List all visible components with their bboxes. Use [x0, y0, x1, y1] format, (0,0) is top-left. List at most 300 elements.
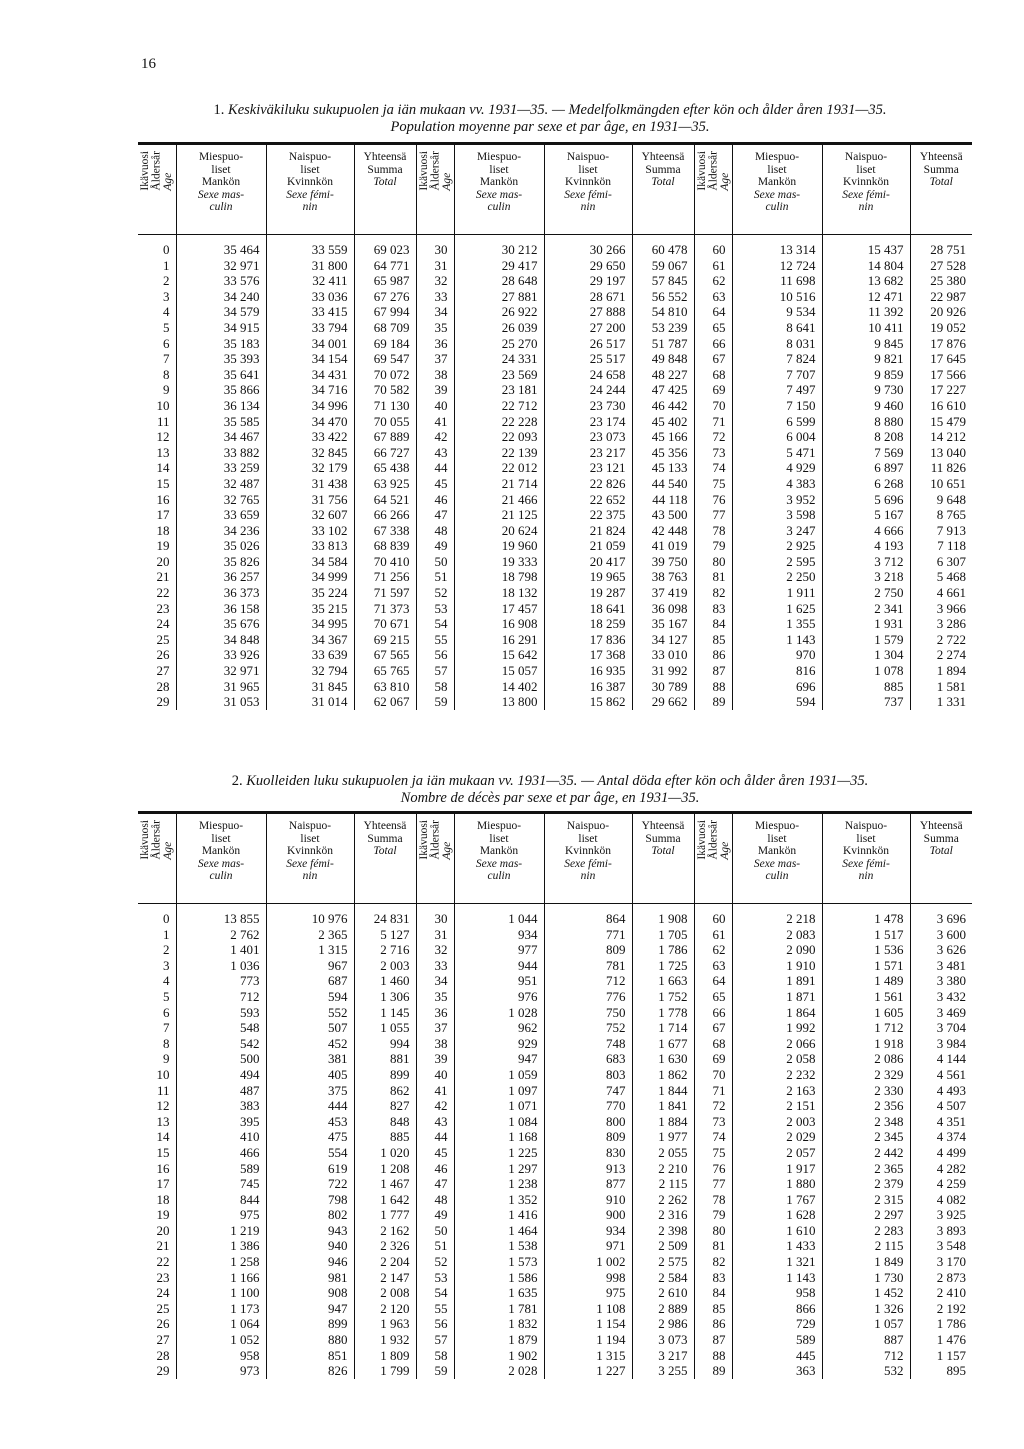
age-cell: 22	[156, 1254, 170, 1270]
age-cell: 76	[694, 1161, 732, 1177]
male-cell: 8 641	[732, 320, 822, 336]
female-cell: 1 057	[822, 1316, 910, 1332]
female-cell: 2 345	[822, 1129, 910, 1145]
age-cell: 12	[156, 429, 170, 445]
table-row	[138, 398, 972, 414]
total-cell: 70 072	[354, 367, 416, 383]
female-cell: 877	[544, 1176, 632, 1192]
age-cell: 27	[156, 663, 170, 679]
male-cell: 593	[176, 1005, 266, 1021]
age-cell: 17	[156, 1176, 170, 1192]
total-cell: 45 133	[632, 460, 694, 476]
age-cell: 83	[694, 1270, 732, 1286]
table-row	[138, 304, 972, 320]
female-cell: 2 365	[266, 927, 354, 943]
total-cell: 14 212	[910, 429, 972, 445]
male-cell: 26 039	[454, 320, 544, 336]
age-cell: 78	[694, 523, 732, 539]
female-header-line: Naispuo-	[288, 151, 332, 163]
age-cell: 43	[416, 445, 454, 461]
total-cell: 71 130	[354, 398, 416, 414]
age-header-label	[140, 151, 175, 191]
age-cell: 30	[416, 904, 454, 927]
male-cell: 7 150	[732, 398, 822, 414]
total-cell: 2 192	[910, 1301, 972, 1317]
age-cell: 8	[163, 1035, 170, 1051]
female-cell: 940	[266, 1238, 354, 1254]
total-header-line: Total	[929, 176, 953, 188]
total-cell: 3 380	[910, 973, 972, 989]
age-header	[138, 814, 176, 904]
male-cell: 1 891	[732, 973, 822, 989]
total-header-line: Summa	[367, 832, 403, 845]
age-cell: 42	[416, 1098, 454, 1114]
female-cell: 776	[544, 989, 632, 1005]
male-cell: 542	[176, 1036, 266, 1052]
female-cell: 22 652	[544, 492, 632, 508]
table-row	[138, 367, 972, 383]
male-header-line: culin	[487, 870, 511, 882]
age-cell: 56	[416, 1316, 454, 1332]
male-cell: 10 516	[732, 289, 822, 305]
male-cell: 35 866	[176, 382, 266, 398]
female-cell: 33 422	[266, 429, 354, 445]
female-cell: 32 607	[266, 507, 354, 523]
age-cell: 73	[694, 1114, 732, 1130]
table-row	[138, 1254, 972, 1270]
age-cell: 75	[694, 476, 732, 492]
total-cell: 2 003	[354, 958, 416, 974]
female-cell: 9 730	[822, 382, 910, 398]
age-cell: 55	[416, 632, 454, 648]
age-header	[694, 814, 732, 904]
age-cell: 29	[156, 1363, 170, 1379]
male-cell: 1 401	[176, 942, 266, 958]
age-cell: 9	[163, 1051, 170, 1067]
male-cell: 844	[176, 1192, 266, 1208]
female-cell: 712	[822, 1348, 910, 1364]
male-cell: 1 538	[454, 1238, 544, 1254]
total-header-line: Yhteensä	[919, 820, 963, 832]
age-cell: 81	[694, 569, 732, 585]
female-header-line: Sexe fémi-	[564, 857, 612, 870]
female-header-line: liset	[856, 832, 876, 845]
table2-title-sv: — Antal döda efter kön och ålder åren 1931—35.	[581, 773, 869, 789]
total-header-line: Total	[373, 176, 397, 188]
male-header-line: Mankön	[757, 176, 797, 188]
female-cell: 20 417	[544, 554, 632, 570]
age-cell: 67	[694, 351, 732, 367]
male-cell: 2 218	[732, 904, 822, 927]
male-cell: 35 585	[176, 414, 266, 430]
male-cell: 35 676	[176, 616, 266, 632]
total-header-line: Summa	[645, 832, 681, 845]
female-cell: 803	[544, 1067, 632, 1083]
male-cell: 1 166	[176, 1270, 266, 1286]
age-cell: 18	[156, 1191, 170, 1207]
age-cell: 66	[694, 1005, 732, 1021]
male-cell: 4 383	[732, 476, 822, 492]
total-cell: 1 306	[354, 989, 416, 1005]
male-cell: 1 028	[454, 1005, 544, 1021]
total-header-line: Summa	[923, 832, 959, 845]
male-cell: 934	[454, 927, 544, 943]
male-cell: 1 880	[732, 1176, 822, 1192]
age-cell: 59	[416, 694, 454, 710]
table-row	[138, 663, 972, 679]
female-cell: 33 794	[266, 320, 354, 336]
male-cell: 34 240	[176, 289, 266, 305]
total-cell: 2 316	[632, 1207, 694, 1223]
female-cell: 34 154	[266, 351, 354, 367]
female-cell: 34 431	[266, 367, 354, 383]
total-cell: 4 259	[910, 1176, 972, 1192]
total-cell: 63 925	[354, 476, 416, 492]
total-cell: 899	[354, 1067, 416, 1083]
total-cell: 27 528	[910, 258, 972, 274]
male-cell: 20 624	[454, 523, 544, 539]
female-cell: 28 671	[544, 289, 632, 305]
total-cell: 46 442	[632, 398, 694, 414]
age-header-label	[697, 151, 732, 191]
male-header	[454, 145, 544, 235]
age-header	[694, 145, 732, 235]
table2-title-fr: Nombre de décès par sexe et par âge, en 1931—35.	[400, 790, 700, 806]
male-cell: 500	[176, 1051, 266, 1067]
age-cell: 62	[694, 942, 732, 958]
male-cell: 1 992	[732, 1020, 822, 1036]
female-cell: 9 859	[822, 367, 910, 383]
male-header-line: Mankön	[201, 845, 241, 857]
total-cell: 2 873	[910, 1270, 972, 1286]
total-cell: 8 765	[910, 507, 972, 523]
male-cell: 2 232	[732, 1067, 822, 1083]
male-cell: 951	[454, 973, 544, 989]
table-row	[138, 601, 972, 617]
total-cell: 1 208	[354, 1161, 416, 1177]
male-cell: 1 143	[732, 1270, 822, 1286]
female-cell: 18 259	[544, 616, 632, 632]
total-header-line: Total	[929, 845, 953, 857]
total-cell: 68 839	[354, 538, 416, 554]
female-header-line: nin	[580, 870, 596, 882]
age-cell: 27	[156, 1332, 170, 1348]
female-cell: 6 268	[822, 476, 910, 492]
age-cell: 66	[694, 336, 732, 352]
male-header-line: culin	[209, 201, 233, 213]
total-cell: 881	[354, 1051, 416, 1067]
total-cell: 862	[354, 1083, 416, 1099]
female-header	[266, 145, 354, 235]
age-cell: 48	[416, 523, 454, 539]
female-cell: 32 845	[266, 445, 354, 461]
total-cell: 1 862	[632, 1067, 694, 1083]
total-cell: 4 282	[910, 1161, 972, 1177]
female-cell: 1 315	[266, 942, 354, 958]
age-cell: 9	[163, 382, 170, 398]
total-cell: 19 052	[910, 320, 972, 336]
male-cell: 976	[454, 989, 544, 1005]
male-cell: 1 910	[732, 958, 822, 974]
female-cell: 13 682	[822, 273, 910, 289]
age-header-sv: Åldersår	[150, 151, 163, 191]
age-cell: 74	[694, 1129, 732, 1145]
total-header-line: Yhteensä	[919, 151, 963, 163]
female-cell: 1 571	[822, 958, 910, 974]
table-row	[138, 1020, 972, 1036]
total-cell: 9 648	[910, 492, 972, 508]
age-header-fi: Ikävuosi	[139, 820, 151, 860]
female-cell: 17 368	[544, 647, 632, 663]
female-cell: 32 411	[266, 273, 354, 289]
female-cell: 24 244	[544, 382, 632, 398]
total-cell: 2 509	[632, 1238, 694, 1254]
male-cell: 29 417	[454, 258, 544, 274]
female-cell: 19 965	[544, 569, 632, 585]
age-cell: 82	[694, 585, 732, 601]
age-cell: 7	[163, 1020, 170, 1036]
male-cell: 22 712	[454, 398, 544, 414]
female-cell: 18 641	[544, 601, 632, 617]
age-cell: 88	[694, 679, 732, 695]
female-cell: 23 174	[544, 414, 632, 430]
male-cell: 36 257	[176, 569, 266, 585]
female-cell: 552	[266, 1005, 354, 1021]
female-cell: 971	[544, 1238, 632, 1254]
age-cell: 19	[156, 538, 170, 554]
total-cell: 69 023	[354, 235, 416, 258]
total-cell: 56 552	[632, 289, 694, 305]
age-cell: 16	[156, 491, 170, 507]
age-cell: 84	[694, 616, 732, 632]
male-cell: 929	[454, 1036, 544, 1052]
table-row	[138, 492, 972, 508]
female-header	[822, 145, 910, 235]
male-header-line: Mankön	[479, 176, 519, 188]
female-cell: 947	[266, 1301, 354, 1317]
female-header-line: Kvinnkön	[843, 845, 889, 857]
age-cell: 20	[156, 1222, 170, 1238]
age-header-fi: Ikävuosi	[417, 151, 430, 191]
age-cell: 39	[416, 1051, 454, 1067]
table1-title-sv: — Medelfolkmängden efter kön och ålder åren 1931—35.	[551, 102, 887, 118]
total-cell: 3 286	[910, 616, 972, 632]
female-cell: 2 348	[822, 1114, 910, 1130]
age-cell: 3	[163, 288, 170, 304]
total-cell: 5 468	[910, 569, 972, 585]
table-row	[138, 523, 972, 539]
total-cell: 3 217	[632, 1348, 694, 1364]
male-cell: 1 352	[454, 1192, 544, 1208]
age-cell: 48	[416, 1192, 454, 1208]
total-cell: 1 799	[354, 1363, 416, 1379]
table-row	[138, 904, 972, 927]
age-cell: 6	[163, 1004, 170, 1020]
table-row	[138, 1051, 972, 1067]
total-cell: 2 204	[354, 1254, 416, 1270]
table-row	[138, 647, 972, 663]
age-cell: 34	[416, 973, 454, 989]
age-header-label	[419, 151, 454, 191]
female-header-line: Naispuo-	[566, 820, 610, 832]
male-cell: 1 573	[454, 1254, 544, 1270]
age-cell: 22	[156, 585, 170, 601]
age-cell: 80	[694, 1223, 732, 1239]
female-cell: 29 650	[544, 258, 632, 274]
age-cell: 65	[694, 989, 732, 1005]
age-cell: 54	[416, 1285, 454, 1301]
total-cell: 68 709	[354, 320, 416, 336]
male-cell: 30 212	[454, 235, 544, 258]
male-cell: 958	[176, 1348, 266, 1364]
male-cell: 7 707	[732, 367, 822, 383]
female-cell: 33 639	[266, 647, 354, 663]
female-cell: 23 217	[544, 445, 632, 461]
female-cell: 17 836	[544, 632, 632, 648]
female-cell: 1 478	[822, 904, 910, 927]
table1-caption	[120, 102, 980, 136]
female-cell: 4 666	[822, 523, 910, 539]
male-cell: 1 100	[176, 1285, 266, 1301]
total-header-line: Total	[373, 845, 397, 857]
age-cell: 88	[694, 1348, 732, 1364]
male-cell: 962	[454, 1020, 544, 1036]
total-cell: 1 778	[632, 1005, 694, 1021]
female-cell: 2 379	[822, 1176, 910, 1192]
total-cell: 65 438	[354, 460, 416, 476]
total-cell: 38 763	[632, 569, 694, 585]
age-cell: 14	[156, 1129, 170, 1145]
total-cell: 2 326	[354, 1238, 416, 1254]
total-cell: 3 984	[910, 1036, 972, 1052]
table-row	[138, 1301, 972, 1317]
total-cell: 29 662	[632, 694, 694, 710]
female-cell: 885	[822, 679, 910, 695]
male-header-line: liset	[489, 163, 509, 176]
female-cell: 748	[544, 1036, 632, 1052]
page-number: 16	[141, 56, 156, 72]
age-header-fr: Age	[440, 172, 453, 191]
female-cell: 2 356	[822, 1098, 910, 1114]
total-cell: 66 727	[354, 445, 416, 461]
male-cell: 15 057	[454, 663, 544, 679]
female-cell: 737	[822, 694, 910, 710]
age-cell: 36	[416, 1005, 454, 1021]
table-row	[138, 927, 972, 943]
total-header-line: Yhteensä	[363, 820, 407, 832]
table2-number: 2.	[231, 773, 243, 789]
male-cell: 1 628	[732, 1207, 822, 1223]
female-cell: 1 536	[822, 942, 910, 958]
total-cell: 34 127	[632, 632, 694, 648]
male-cell: 31 053	[176, 694, 266, 710]
male-cell: 589	[176, 1161, 266, 1177]
male-cell: 1 059	[454, 1067, 544, 1083]
female-cell: 34 999	[266, 569, 354, 585]
male-cell: 17 457	[454, 601, 544, 617]
female-cell: 594	[266, 989, 354, 1005]
male-cell: 36 373	[176, 585, 266, 601]
male-cell: 2 250	[732, 569, 822, 585]
total-cell: 44 540	[632, 476, 694, 492]
age-cell: 79	[694, 538, 732, 554]
age-cell: 14	[156, 460, 170, 476]
female-header-line: liset	[856, 163, 876, 176]
age-cell: 47	[416, 507, 454, 523]
age-cell: 32	[416, 942, 454, 958]
age-cell: 45	[416, 476, 454, 492]
total-cell: 71 597	[354, 585, 416, 601]
total-cell: 39 750	[632, 554, 694, 570]
table-row	[138, 289, 972, 305]
female-cell: 11 392	[822, 304, 910, 320]
female-cell: 851	[266, 1348, 354, 1364]
male-cell: 395	[176, 1114, 266, 1130]
total-cell: 67 276	[354, 289, 416, 305]
male-cell: 14 402	[454, 679, 544, 695]
female-cell: 29 197	[544, 273, 632, 289]
female-cell: 31 845	[266, 679, 354, 695]
female-cell: 687	[266, 973, 354, 989]
total-cell: 42 448	[632, 523, 694, 539]
age-cell: 60	[694, 235, 732, 258]
table-row	[138, 1083, 972, 1099]
total-cell: 3 704	[910, 1020, 972, 1036]
male-cell: 9 534	[732, 304, 822, 320]
total-header	[354, 814, 416, 904]
total-cell: 70 671	[354, 616, 416, 632]
male-cell: 410	[176, 1129, 266, 1145]
male-cell: 816	[732, 663, 822, 679]
female-header-line: Kvinnkön	[287, 176, 333, 188]
male-cell: 1 219	[176, 1223, 266, 1239]
male-header-line: Sexe mas-	[475, 188, 523, 201]
male-cell: 2 762	[176, 927, 266, 943]
male-cell: 1 173	[176, 1301, 266, 1317]
total-cell: 64 521	[354, 492, 416, 508]
female-cell: 33 559	[266, 235, 354, 258]
total-cell: 17 227	[910, 382, 972, 398]
total-cell: 3 170	[910, 1254, 972, 1270]
table-row	[138, 632, 972, 648]
total-cell: 827	[354, 1098, 416, 1114]
total-cell: 2 055	[632, 1145, 694, 1161]
age-header	[416, 814, 454, 904]
male-cell: 2 083	[732, 927, 822, 943]
male-cell: 1 071	[454, 1098, 544, 1114]
age-cell: 33	[416, 958, 454, 974]
female-cell: 975	[544, 1285, 632, 1301]
age-cell: 15	[156, 1144, 170, 1160]
female-cell: 34 001	[266, 336, 354, 352]
total-cell: 3 255	[632, 1363, 694, 1379]
female-cell: 2 442	[822, 1145, 910, 1161]
total-cell: 1 460	[354, 973, 416, 989]
male-cell: 958	[732, 1285, 822, 1301]
male-cell: 13 800	[454, 694, 544, 710]
male-cell: 13 314	[732, 235, 822, 258]
table-row	[138, 460, 972, 476]
age-cell: 44	[416, 1129, 454, 1145]
age-cell: 28	[156, 678, 170, 694]
female-cell: 2 315	[822, 1192, 910, 1208]
female-cell: 32 179	[266, 460, 354, 476]
table-row	[138, 616, 972, 632]
male-cell: 445	[732, 1348, 822, 1364]
age-cell: 1	[163, 257, 170, 273]
female-cell: 1 712	[822, 1020, 910, 1036]
female-cell: 899	[266, 1316, 354, 1332]
